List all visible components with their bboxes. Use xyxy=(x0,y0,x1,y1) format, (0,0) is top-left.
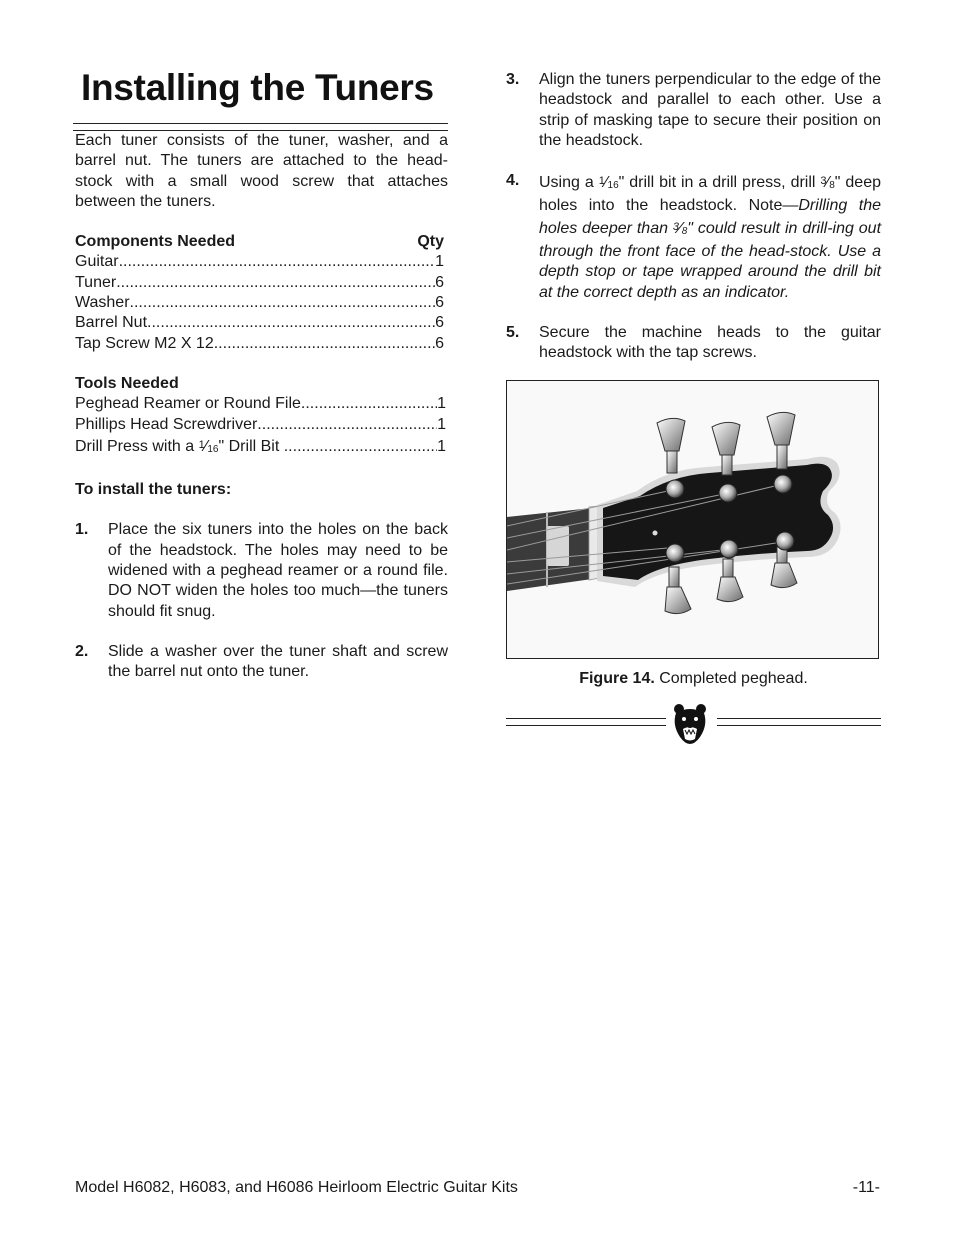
tool-item: Drill Press with a $^1$⁄16" Drill Bit ..... 1 xyxy=(75,435,448,460)
components-heading-row xyxy=(75,232,448,252)
step-text: Place the six tuners into the holes on the back of the headstock. The holes may need to be widened with a peghead reamer or a round file. DO NOT widen the holes too much—the tuners should fit snug. xyxy=(108,521,448,620)
tool-item: Phillips Head Screwdriver ..... 1 xyxy=(75,415,448,435)
divider-line-left xyxy=(506,718,666,726)
right-column xyxy=(506,70,886,747)
peghead-illustration xyxy=(507,381,879,659)
install-heading: To install the tuners: xyxy=(75,481,232,499)
qty-heading: Qty xyxy=(417,233,444,251)
intro-paragraph: Each tuner consists of the tuner, washer, and a barrel nut. The tuners are attached to the head-stock with a small wood screw that attaches between the tuners. xyxy=(75,132,448,210)
tools-list xyxy=(75,394,448,460)
component-item: Tap Screw M2 X 12 ..... 6 xyxy=(75,334,448,354)
tap-screw-shape xyxy=(653,530,658,535)
step-text: Using a $^1$⁄16" drill bit in a drill press, drill $^3$⁄8" deep holes into the headstock. Note—Drilling the holes deeper than $^3$⁄8" could result in drill-ing out through the front face of the head-stock. Use a depth stop or tape wrapped around the drill bit at the correct depth as an indicator. xyxy=(539,174,886,301)
component-item: Guitar ..... 1 xyxy=(75,252,448,272)
title-rule xyxy=(73,123,448,131)
step-number: 4. xyxy=(506,172,520,190)
step-number: 2. xyxy=(75,642,89,660)
figure-caption: Figure 14. Completed peghead. xyxy=(579,669,808,687)
step-text: Secure the machine heads to the guitar headstock with the tap screws. xyxy=(539,323,881,362)
step-2 xyxy=(75,642,448,683)
step-number: 5. xyxy=(506,323,520,341)
footer-model: Model H6082, H6083, and H6086 Heirloom Electric Guitar Kits xyxy=(75,1179,518,1196)
step-text: Align the tuners perpendicular to the edge of the headstock and parallel to each other. Use a strip of masking tape to secure their position on the headstock. xyxy=(539,71,881,149)
figure-peghead-photo xyxy=(506,380,879,659)
component-item: Tuner ..... 6 xyxy=(75,273,448,293)
section-end-divider xyxy=(506,707,881,747)
page-number: -11- xyxy=(852,1179,880,1196)
page-footer xyxy=(75,1178,880,1198)
component-item: Barrel Nut ..... 6 xyxy=(75,313,448,333)
step-number: 1. xyxy=(75,521,89,539)
page-title: Installing the Tuners xyxy=(81,67,434,108)
tools-heading: Tools Needed xyxy=(75,374,179,392)
component-item: Washer ..... 6 xyxy=(75,293,448,313)
components-list xyxy=(75,252,448,353)
components-heading: Components Needed xyxy=(75,233,236,251)
step-4 xyxy=(506,171,886,303)
step-1 xyxy=(75,520,448,621)
bear-logo-icon xyxy=(672,703,708,745)
step-text: Slide a washer over the tuner shaft and screw the barrel nut onto the tuner. xyxy=(108,642,448,681)
step-3 xyxy=(506,70,881,151)
step-number: 3. xyxy=(506,71,520,88)
inlay-shape xyxy=(547,526,569,566)
step-5 xyxy=(506,323,881,364)
tool-item: Peghead Reamer or Round File ..... 1 xyxy=(75,394,448,414)
divider-line-right xyxy=(717,718,881,726)
left-column xyxy=(75,66,448,683)
